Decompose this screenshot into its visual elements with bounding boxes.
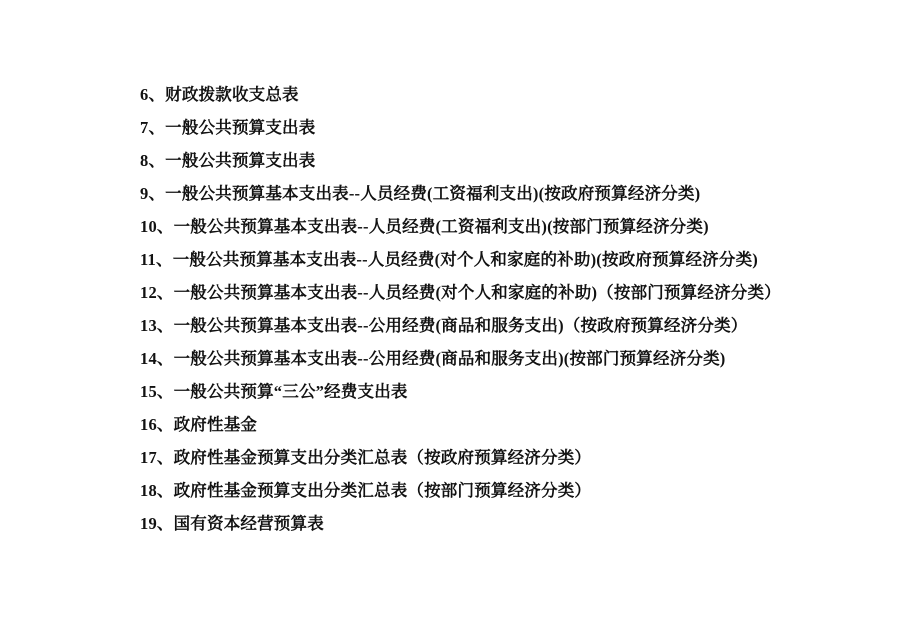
budget-table-list — [140, 78, 780, 540]
list-item: 9、一般公共预算基本支出表--人员经费(工资福利支出)(按政府预算经济分类) — [140, 184, 701, 203]
list-item: 7、一般公共预算支出表 — [140, 118, 316, 137]
list-item: 13、一般公共预算基本支出表--公用经费(商品和服务支出)（按政府预算经济分类） — [140, 316, 748, 335]
list-item: 6、财政拨款收支总表 — [140, 85, 299, 104]
list-item: 18、政府性基金预算支出分类汇总表（按部门预算经济分类） — [140, 481, 592, 500]
list-item: 8、一般公共预算支出表 — [140, 151, 316, 170]
list-item: 17、政府性基金预算支出分类汇总表（按政府预算经济分类） — [140, 448, 592, 467]
list-item: 15、一般公共预算“三公”经费支出表 — [140, 382, 408, 401]
list-item: 12、一般公共预算基本支出表--人员经费(对个人和家庭的补助)（按部门预算经济分类） — [140, 283, 781, 302]
list-item: 11、一般公共预算基本支出表--人员经费(对个人和家庭的补助)(按政府预算经济分类) — [140, 250, 758, 269]
list-item: 16、政府性基金 — [140, 415, 258, 434]
list-item: 10、一般公共预算基本支出表--人员经费(工资福利支出)(按部门预算经济分类) — [140, 217, 709, 236]
list-item: 14、一般公共预算基本支出表--公用经费(商品和服务支出)(按部门预算经济分类) — [140, 349, 726, 368]
list-item: 19、国有资本经营预算表 — [140, 514, 324, 533]
